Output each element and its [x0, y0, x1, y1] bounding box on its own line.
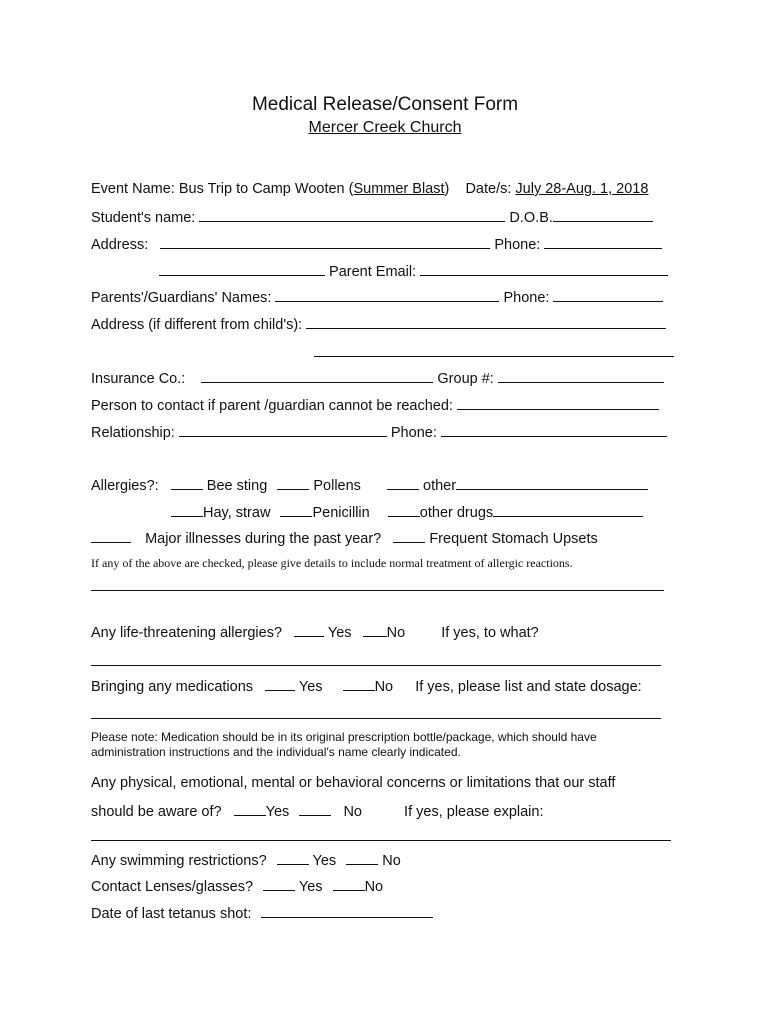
medication-note-line-1: Please note: Medication should be in its original prescription bottle/package, which should have: [91, 730, 597, 744]
lenses-no-label: No: [364, 879, 384, 895]
bee-sting-label: Bee sting: [206, 478, 268, 494]
life-threatening-question: Any life-threatening allergies?: [91, 625, 283, 641]
concerns-yes-label: Yes: [265, 804, 290, 820]
dob-label: D.O.B.: [509, 210, 553, 226]
stomach-check[interactable]: [393, 529, 425, 543]
relationship-row: [91, 423, 711, 441]
swimming-question: Any swimming restrictions?: [91, 853, 267, 869]
life-threatening-row: [91, 623, 711, 641]
contact-row: [91, 396, 711, 414]
student-name-label: Student's name:: [91, 210, 196, 226]
parent-email-row: [159, 262, 719, 280]
guardians-phone-field[interactable]: [553, 288, 663, 302]
event-row: [91, 181, 711, 197]
penicillin-check[interactable]: [280, 503, 312, 517]
other-label: other: [423, 478, 457, 494]
life-threatening-no-label: No: [386, 625, 406, 641]
dates-label: Date/s:: [465, 181, 512, 197]
stomach-label: Frequent Stomach Upsets: [429, 531, 598, 547]
medication-note: [91, 730, 711, 760]
concerns-no-label: No: [343, 804, 362, 820]
address-field[interactable]: [160, 235, 490, 249]
swimming-row: [91, 851, 711, 869]
life-threatening-followup: If yes, to what?: [441, 625, 539, 641]
lenses-row: [91, 877, 711, 895]
other-drugs-label: other drugs: [419, 505, 494, 521]
parent-email-field[interactable]: [420, 262, 668, 276]
other-check[interactable]: [387, 476, 419, 490]
lenses-yes-check[interactable]: [263, 877, 295, 891]
phone-field[interactable]: [544, 235, 662, 249]
guardians-field[interactable]: [275, 288, 499, 302]
guardian-address-field[interactable]: [306, 315, 666, 329]
parent-email-label: Parent Email:: [329, 264, 417, 280]
group-label: Group #:: [437, 371, 494, 387]
concerns-row-2: [91, 802, 711, 820]
church-name: Mercer Creek Church: [308, 119, 462, 136]
concerns-line[interactable]: [91, 840, 671, 841]
event-name-underlined: Summer Blast: [353, 181, 445, 197]
other-drugs-check[interactable]: [388, 503, 420, 517]
major-illnesses-label: Major illnesses during the past year?: [145, 531, 382, 547]
penicillin-label: Penicillin: [312, 505, 370, 521]
medications-no-label: No: [374, 679, 394, 695]
contact-field[interactable]: [457, 396, 659, 410]
lenses-yes-label: Yes: [298, 879, 323, 895]
insurance-label: Insurance Co.:: [91, 371, 186, 387]
medications-yes-label: Yes: [298, 679, 323, 695]
guardian-address-row: [91, 315, 711, 333]
guardians-phone-label: Phone:: [503, 290, 550, 306]
student-row: [91, 208, 711, 226]
swimming-no-label: No: [382, 853, 401, 869]
allergies-label: Allergies?:: [91, 478, 159, 494]
contact-phone-label: Phone:: [390, 425, 437, 441]
medications-line[interactable]: [91, 718, 661, 719]
life-threatening-no-check[interactable]: [363, 623, 387, 637]
event-name-suffix: ): [444, 181, 450, 197]
form-title: Medical Release/Consent Form: [251, 94, 519, 115]
life-threatening-yes-label: Yes: [327, 625, 352, 641]
insurance-field[interactable]: [201, 369, 433, 383]
allergies-row-1: [91, 476, 711, 494]
pollens-check[interactable]: [277, 476, 309, 490]
lenses-question: Contact Lenses/glasses?: [91, 879, 254, 895]
address-label: Address:: [91, 237, 149, 253]
contact-label: Person to contact if parent /guardian cannot be reached:: [91, 398, 453, 414]
tetanus-field[interactable]: [261, 904, 433, 918]
relationship-label: Relationship:: [91, 425, 175, 441]
medication-note-line-2: administration instructions and the individual's name clearly indicated.: [91, 745, 461, 759]
group-field[interactable]: [498, 369, 664, 383]
hay-straw-check[interactable]: [171, 503, 203, 517]
address-line2-field[interactable]: [159, 262, 325, 276]
allergy-details-line[interactable]: [91, 590, 664, 591]
pollens-label: Pollens: [313, 478, 361, 494]
other-field[interactable]: [456, 476, 648, 490]
student-name-field[interactable]: [199, 208, 505, 222]
guardians-row: [91, 288, 711, 306]
concerns-question: should be aware of?: [91, 804, 222, 820]
insurance-row: [91, 369, 711, 387]
life-threatening-line[interactable]: [91, 665, 661, 666]
event-label: Event Name:: [91, 181, 175, 197]
lenses-no-check[interactable]: [333, 877, 365, 891]
other-drugs-field[interactable]: [493, 503, 643, 517]
concerns-line-1: Any physical, emotional, mental or behavioral concerns or limitations that our staff: [91, 775, 616, 791]
guardian-address-line2[interactable]: [314, 356, 674, 357]
swimming-yes-label: Yes: [312, 853, 337, 869]
tetanus-row: [91, 904, 711, 922]
dates-value: July 28-Aug. 1, 2018: [515, 181, 649, 197]
guardians-label: Parents'/Guardians' Names:: [91, 290, 272, 306]
concerns-followup: If yes, please explain:: [404, 804, 544, 820]
medications-question: Bringing any medications: [91, 679, 254, 695]
medications-no-check[interactable]: [343, 677, 375, 691]
medications-followup: If yes, please list and state dosage:: [415, 679, 642, 695]
phone-label: Phone:: [494, 237, 541, 253]
allergies-row-3: [91, 529, 711, 547]
contact-phone-field[interactable]: [441, 423, 667, 437]
swimming-no-check[interactable]: [346, 851, 378, 865]
major-illnesses-check[interactable]: [91, 529, 131, 543]
relationship-field[interactable]: [179, 423, 387, 437]
dob-field[interactable]: [553, 208, 653, 222]
guardian-address-label: Address (if different from child's):: [91, 317, 303, 333]
medications-row: [91, 677, 711, 695]
swimming-yes-check[interactable]: [277, 851, 309, 865]
event-name-prefix: Bus Trip to Camp Wooten (: [178, 181, 354, 197]
concerns-no-check[interactable]: [299, 802, 331, 816]
hay-straw-label: Hay, straw: [203, 505, 271, 521]
life-threatening-yes-check[interactable]: [294, 623, 324, 637]
medications-yes-check[interactable]: [265, 677, 295, 691]
address-row: [91, 235, 711, 253]
allergies-row-2: [171, 503, 711, 521]
allergy-details-note: If any of the above are checked, please give details to include normal treatment of allergic reactions.: [91, 556, 573, 570]
tetanus-question: Date of last tetanus shot:: [91, 906, 252, 922]
bee-sting-check[interactable]: [171, 476, 203, 490]
concerns-yes-check[interactable]: [234, 802, 266, 816]
